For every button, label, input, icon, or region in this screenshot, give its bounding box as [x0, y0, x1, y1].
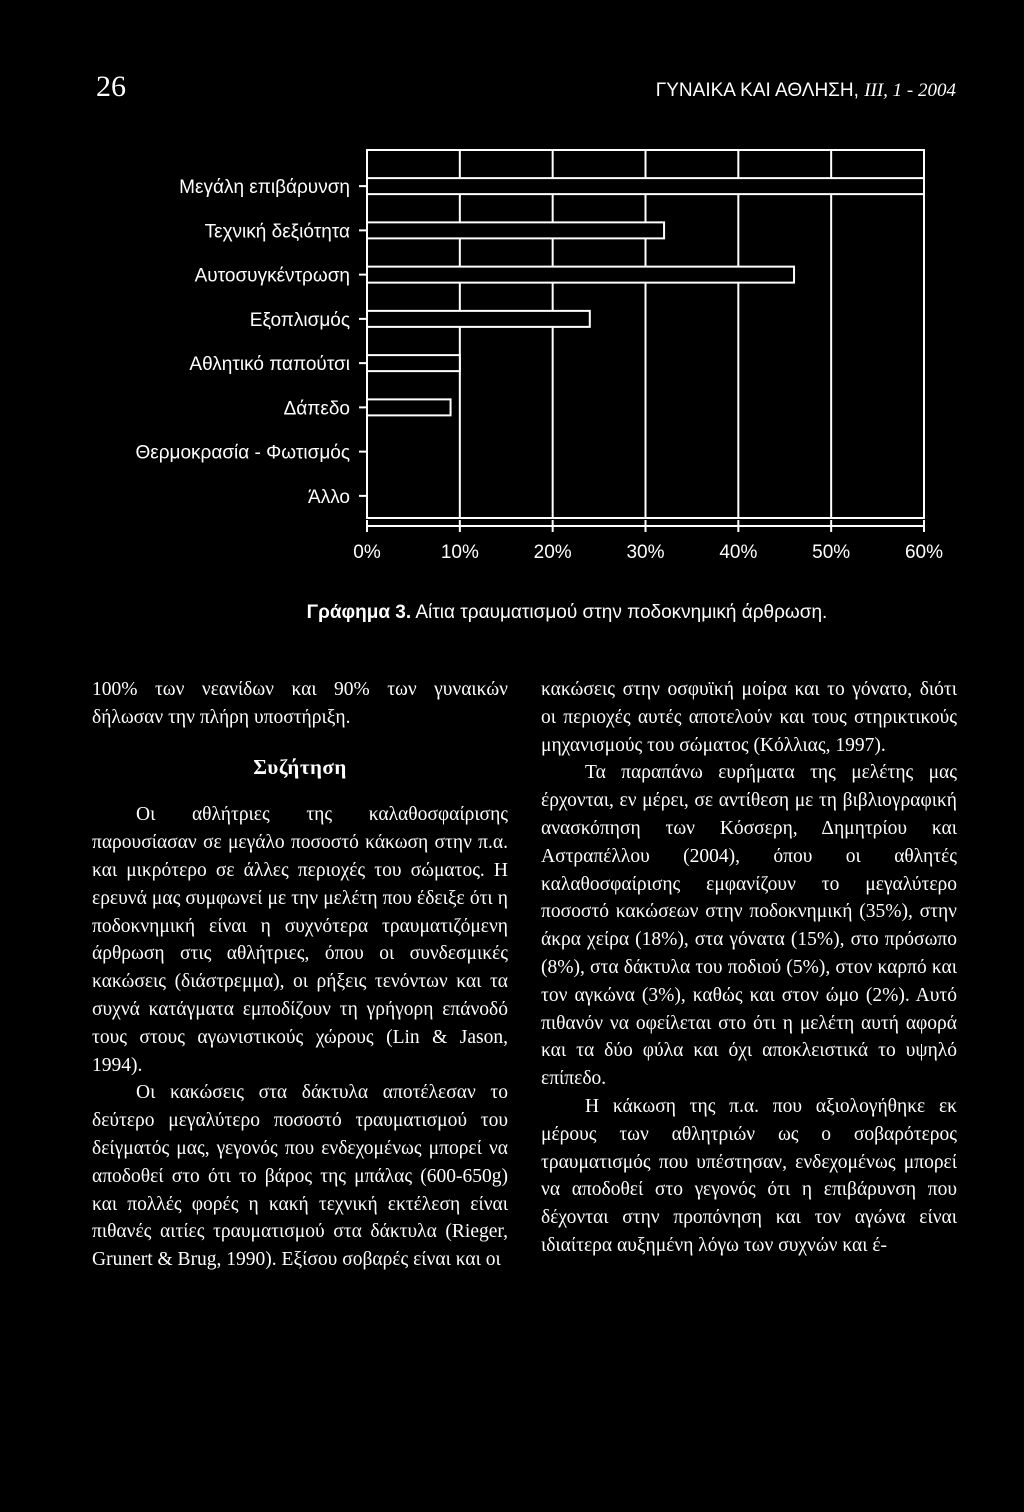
bar	[367, 311, 590, 327]
page-number: 26	[96, 70, 126, 103]
left-column	[92, 676, 508, 1274]
journal-name: ΓΥΝΑΙΚΑ ΚΑΙ ΑΘΛΗΣΗ,	[655, 80, 859, 101]
caption-label: Γράφημα 3.	[306, 602, 412, 623]
category-label: Μεγάλη επιβάρυνση	[179, 177, 350, 199]
bar	[367, 222, 664, 238]
category-label: Τεχνική δεξιότητα	[204, 221, 350, 243]
right-paragraph-1: κακώσεις στην οσφυϊκή μοίρα και το γόνατο, διότι οι περιοχές αυτές αποτελούν και τους στηρικτικούς μηχανισμούς του σώματος (Κόλλιας, 1997).	[541, 679, 957, 756]
category-label: Άλλο	[308, 486, 350, 508]
x-tick-label: 10%	[440, 542, 479, 563]
right-column	[541, 676, 957, 1260]
section-heading: Συζήτηση	[253, 754, 347, 779]
category-label: Αυτοσυγκέντρωση	[194, 265, 350, 287]
bar-chart	[0, 140, 1024, 580]
left-paragraph-3: Οι κακώσεις στα δάκτυλα αποτέλεσαν το δεύτερο μεγαλύτερο ποσοστό τραυματισμού του δείγματός μας, γεγονός που ενδεχομένως μπορεί να αποδοθεί στο ότι το βάρος της μπάλας (600-650g) και πολλές φορές η κακή τεχνική εκτέλεση είναι πιθανές αιτίες τραυματισμού στα δάκτυλα (Rieger, Grunert & Brug, 1990). Εξίσου σοβαρές είναι και οι	[92, 1082, 508, 1271]
category-label: Θερμοκρασία - Φωτισμός	[135, 442, 350, 464]
x-tick-label: 50%	[812, 542, 851, 563]
figure-caption	[0, 602, 1024, 624]
x-tick-label: 30%	[626, 542, 665, 563]
running-title	[656, 80, 956, 102]
left-paragraph-2: Οι αθλήτριες της καλαθοσφαίρισης παρουσίασαν σε μεγάλο ποσοστό κάκωση στην π.α. και μικρότερο σε άλλες περιοχές του σώματος. Η ερευνά μας συμφωνεί με την μελέτη που έδειξε ότι η ποδοκνημική είναι η συχνότερα τραυματιζόμενη άρθρωση στις αθλήτριες, όπου οι συνδεσμικές κακώσεις (διάστρεμμα), οι ρήξεις τενόντων και τα συχνά κατάγματα εμποδίζουν τη γρήγορη επάνοδό τους στους αγωνιστικούς χώρους (Lin & Jason, 1994).	[92, 804, 508, 1076]
caption-text: Αίτια τραυματισμού στην ποδοκνημική άρθρωση.	[411, 602, 828, 623]
right-paragraph-2: Τα παραπάνω ευρήματα της μελέτης μας έρχονται, εν μέρει, σε αντίθεση με τη βιβλιογραφική ανασκόπηση των Κόσσερη, Δημητρίου και Αστραπέλλου (2004), όπου οι αθλητές καλαθοσφαίρισης εμφανίζουν το μεγαλύτερο ποσοστό κακώσεων στην ποδοκνημική (35%), στην άκρα χείρα (18%), στα γόνατα (15%), στο πρόσωπο (8%), στα δάκτυλα του ποδιού (5%), στον καρπό και τον αγκώνα (3%), καθώς και στον ώμο (2%). Αυτό πιθανόν να οφείλεται στο ότι η μελέτη αυτή αφορά και τα δύο φύλα και όχι αποκλειστικά το υψηλό επίπεδο.	[541, 762, 957, 1090]
x-tick-label: 0%	[353, 542, 381, 563]
page-header	[96, 70, 956, 110]
chart-svg	[0, 140, 1024, 580]
x-tick-label: 20%	[533, 542, 572, 563]
journal-volume: III, 1 - 2004	[864, 80, 956, 101]
x-tick-label: 40%	[719, 542, 758, 563]
category-label: Δάπεδο	[283, 398, 350, 420]
right-paragraph-3: Η κάκωση της π.α. που αξιολογήθηκε εκ μέρους των αθλητριών ως ο σοβαρότερος τραυματισμός που υπέστησαν, ενδεχομένως μπορεί να αποδοθεί στο γεγονός ότι η επιβάρυνση που δέχονται στην προπόνηση και τον αγώνα είναι ιδιαίτερα αυξημένη λόγω των συχνών και έ-	[541, 1095, 957, 1256]
category-label: Εξοπλισμός	[249, 309, 350, 331]
x-tick-label: 60%	[904, 542, 944, 563]
left-paragraph-1: 100% των νεανίδων και 90% των γυναικών δήλωσαν την πλήρη υποστήριξη.	[92, 679, 508, 728]
category-label: Αθλητικό παπούτσι	[189, 354, 350, 376]
bar	[367, 399, 451, 415]
bar	[367, 178, 924, 194]
bar	[367, 267, 794, 283]
bar	[367, 355, 460, 371]
